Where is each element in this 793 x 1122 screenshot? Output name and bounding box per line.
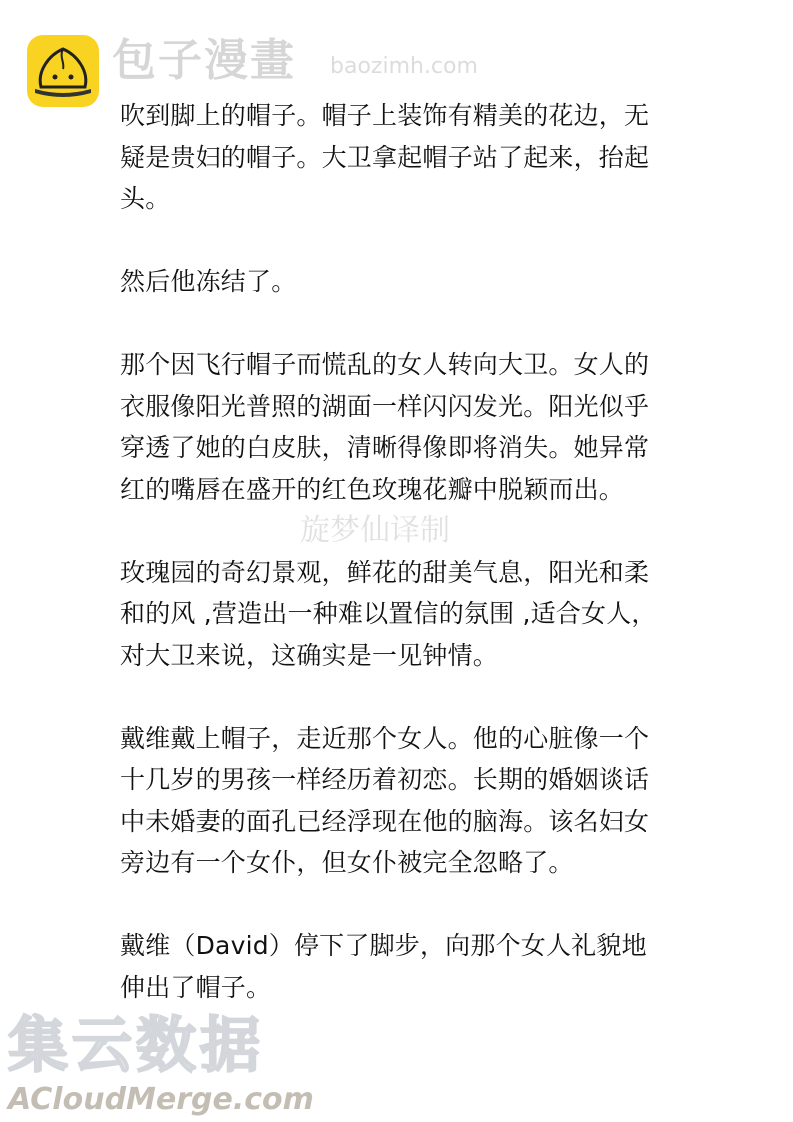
- text-line: 对大卫来说，这确实是一见钟情。: [120, 640, 499, 670]
- logo-watermark-text: 包子漫畫: [112, 35, 296, 86]
- document-body: [120, 95, 720, 1050]
- text-line: 然后他冻结了。: [120, 267, 297, 296]
- baozi-logo-icon: [27, 35, 99, 107]
- bottom-watermark-url: ACloudMerge.com: [8, 1082, 314, 1117]
- logo-watermark-url: baozimh.com: [330, 54, 478, 79]
- paragraph: [120, 344, 720, 510]
- text-line: 玫瑰园的奇幻景观，鲜花的甜美气息，阳光和柔: [120, 557, 650, 587]
- paragraph: [120, 552, 720, 677]
- text-line: 伸出了帽子。: [120, 972, 272, 1002]
- text-line: 和的风 ,营造出一种难以置信的氛围 ,适合女人，: [120, 599, 657, 628]
- paragraph: [120, 925, 720, 1008]
- bottom-watermark-text: 集云数据: [8, 1011, 264, 1081]
- text-line: 衣服像阳光普照的湖面一样闪闪发光。阳光似乎: [120, 391, 650, 421]
- text-line: 头。: [120, 184, 171, 213]
- text-line: 红的嘴唇在盛开的红色玫瑰花瓣中脱颖而出。: [120, 474, 625, 504]
- paragraph: [120, 95, 720, 220]
- text-line: 那个因飞行帽子而慌乱的女人转向大卫。女人的: [120, 350, 650, 379]
- text-line: 十几岁的男孩一样经历着初恋。长期的婚姻谈话: [120, 765, 650, 794]
- text-line: 吹到脚上的帽子。帽子上装饰有精美的花边，无: [120, 101, 650, 130]
- text-line: 疑是贵妇的帽子。大卫拿起帽子站了起来，抬起: [120, 142, 650, 172]
- text-line: 穿透了她的白皮肤，清晰得像即将消失。她异常: [120, 433, 650, 462]
- text-line: 戴维戴上帽子，走近那个女人。他的心脏像一个: [120, 723, 650, 753]
- paragraph: [120, 261, 720, 303]
- text-line: 戴维（David）停下了脚步，向那个女人礼貌地: [120, 931, 647, 960]
- text-line: 旁边有一个女仆，但女仆被完全忽略了。: [120, 848, 574, 877]
- translator-watermark: 旋梦仙译制: [300, 513, 450, 548]
- text-line: 中未婚妻的面孔已经浮现在他的脑海。该名妇女: [120, 806, 650, 836]
- paragraph: [120, 718, 720, 884]
